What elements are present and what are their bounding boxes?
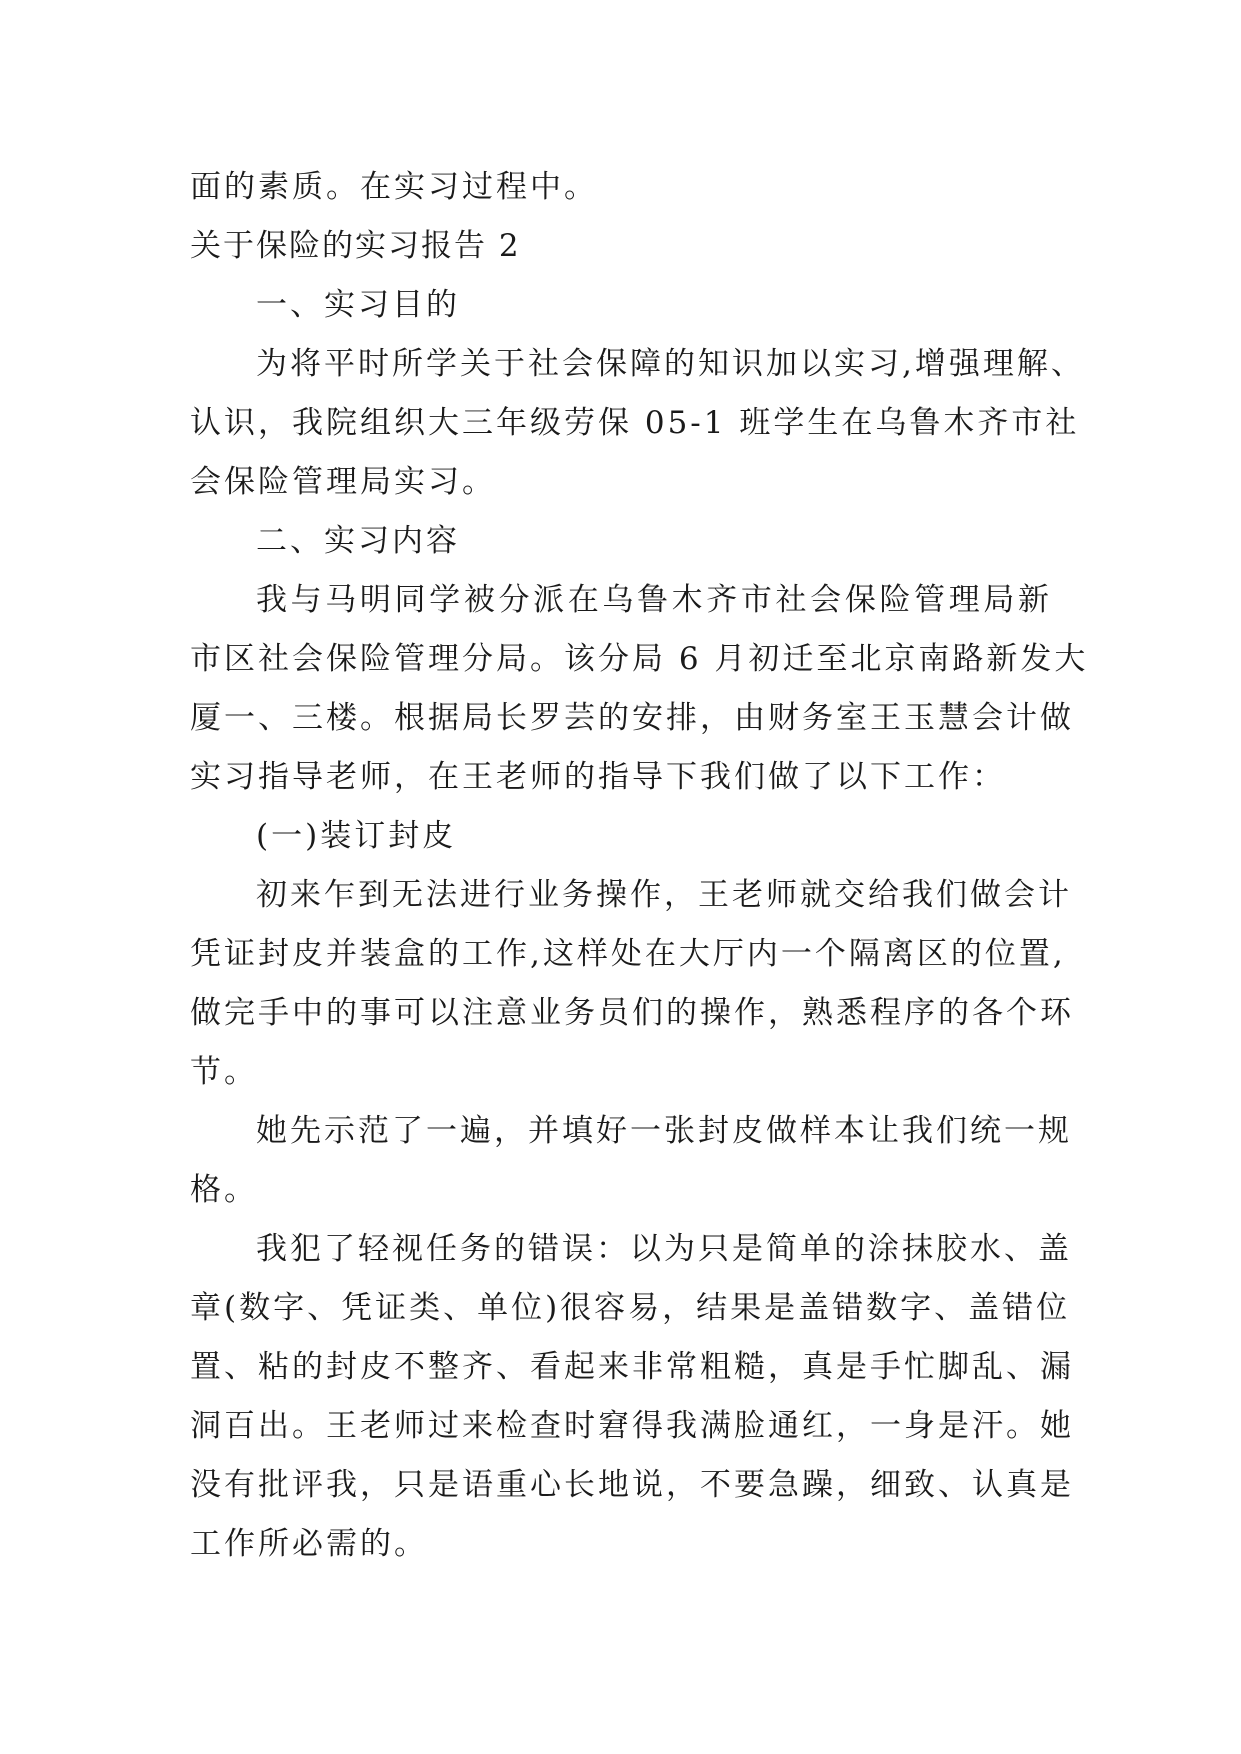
paragraph-line: 节。 bbox=[190, 1054, 258, 1090]
paragraph-line: 做完手中的事可以注意业务员们的操作，熟悉程序的各个环 bbox=[190, 995, 1074, 1031]
paragraph-line: 会保险管理局实习。 bbox=[190, 464, 496, 500]
paragraph-line: 章(数字、凭证类、单位)很容易，结果是盖错数字、盖错位 bbox=[190, 1290, 1071, 1326]
continuation-line: 面的素质。在实习过程中。 bbox=[190, 169, 598, 205]
paragraph-line: 置、粘的封皮不整齐、看起来非常粗糙，真是手忙脚乱、漏 bbox=[190, 1349, 1074, 1385]
document-body bbox=[190, 158, 1089, 1574]
paragraph-line: 厦一、三楼。根据局长罗芸的安排，由财务室王玉慧会计做 bbox=[190, 700, 1074, 736]
paragraph-line: 我与马明同学被分派在乌鲁木齐市社会保险管理局新 bbox=[256, 582, 1052, 618]
paragraph-line: 为将平时所学关于社会保障的知识加以实习,增强理解、 bbox=[256, 346, 1085, 382]
paragraph-line: 认识，我院组织大三年级劳保 05-1 班学生在乌鲁木齐市社 bbox=[190, 405, 1080, 441]
paragraph-line: 我犯了轻视任务的错误：以为只是简单的涂抹胶水、盖 bbox=[256, 1231, 1072, 1267]
subsection-heading-binding: (一)装订封皮 bbox=[256, 818, 457, 854]
paragraph-line: 初来乍到无法进行业务操作，王老师就交给我们做会计 bbox=[256, 877, 1072, 913]
section-heading-content: 二、实习内容 bbox=[256, 523, 460, 559]
paragraph-line: 没有批评我，只是语重心长地说，不要急躁，细致、认真是 bbox=[190, 1467, 1074, 1503]
paragraph-line: 市区社会保险管理分局。该分局 6 月初迁至北京南路新发大 bbox=[190, 641, 1089, 677]
paragraph-line: 工作所必需的。 bbox=[190, 1526, 428, 1562]
paragraph-line: 凭证封皮并装盒的工作,这样处在大厅内一个隔离区的位置, bbox=[190, 936, 1066, 972]
paragraph-line: 洞百出。王老师过来检查时窘得我满脸通红，一身是汗。她 bbox=[190, 1408, 1074, 1444]
paragraph-line: 实习指导老师，在王老师的指导下我们做了以下工作： bbox=[190, 759, 1006, 795]
paragraph-line: 她先示范了一遍，并填好一张封皮做样本让我们统一规 bbox=[256, 1113, 1072, 1149]
report-title: 关于保险的实习报告 2 bbox=[190, 228, 521, 264]
section-heading-purpose: 一、实习目的 bbox=[256, 287, 460, 323]
paragraph-line: 格。 bbox=[190, 1172, 258, 1208]
